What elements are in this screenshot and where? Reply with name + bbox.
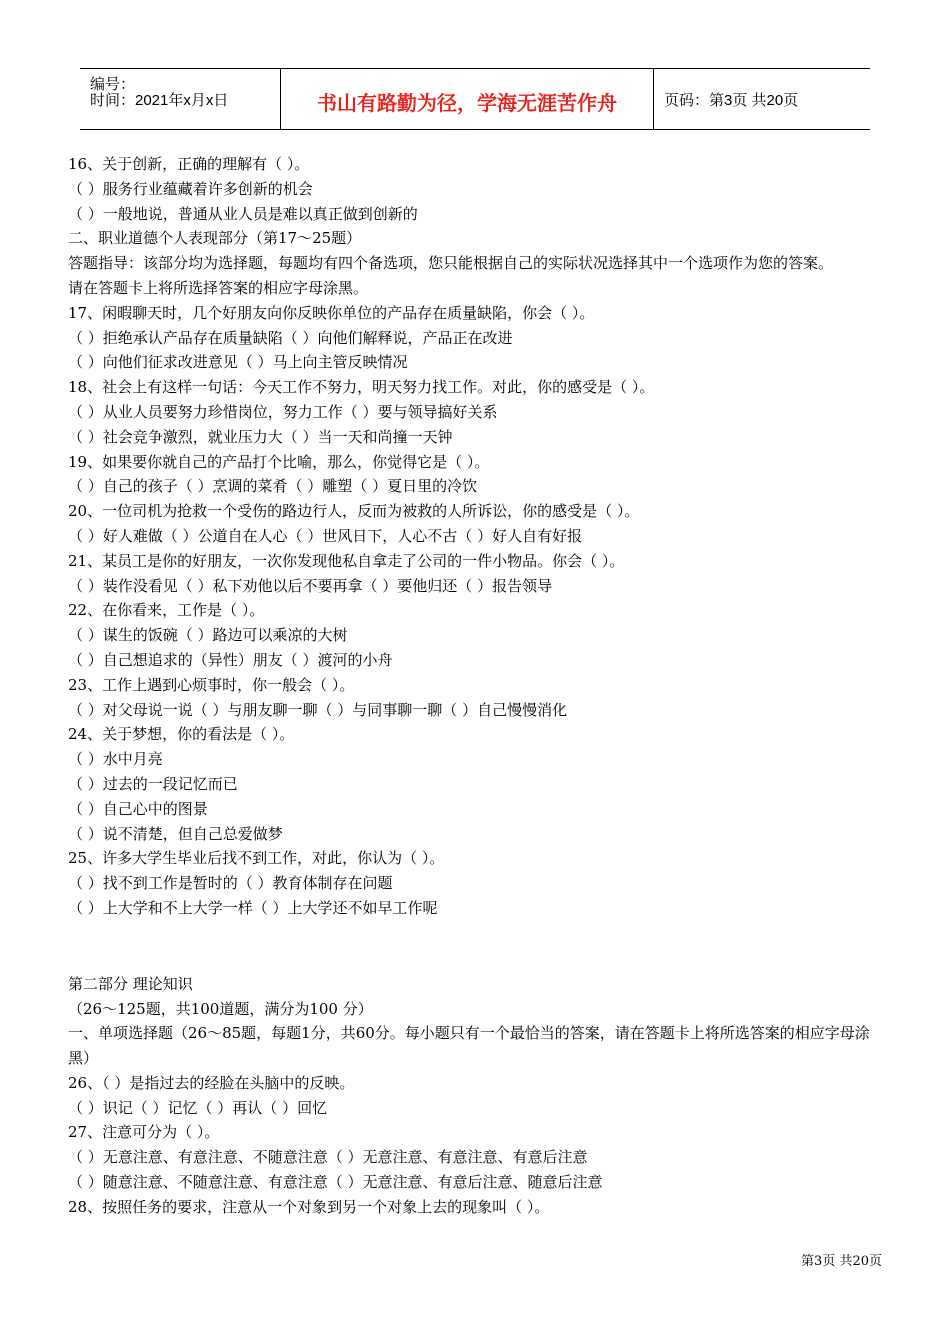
- header-meta: [80, 69, 281, 129]
- text-line: （ ）从业人员要努力珍惜岗位，努力工作（ ）要与领导搞好关系: [68, 402, 498, 421]
- page-header: [80, 68, 870, 130]
- text-line: 18、社会上有这样一句话：今天工作不努力，明天努力找工作。对此，你的感受是（ ）。: [68, 378, 655, 397]
- text-line: （ ）自己的孩子（ ）烹调的菜肴（ ）雕塑（ ）夏日里的冷饮: [68, 477, 478, 496]
- text-line: 第二部分 理论知识: [68, 974, 193, 993]
- questions-part-b: [68, 276, 888, 921]
- text-line: 二、职业道德个人表现部分（第17～25题）: [68, 229, 362, 248]
- questions-part-a: [68, 152, 888, 251]
- text-line: （ ）水中月亮: [68, 750, 163, 769]
- text-line: 26、（ ）是指过去的经脸在头脑中的反映。: [68, 1073, 355, 1092]
- text-line: 20、一位司机为抢救一个受伤的路边行人，反而为被救的人所诉讼，你的感受是（ ）。: [68, 502, 640, 521]
- document-body: [68, 152, 888, 1220]
- text-line: 16、关于创新，正确的理解有（ ）。: [68, 155, 310, 173]
- header-page-cell: [654, 69, 870, 129]
- text-line: （ ）说不清楚，但自己总爱做梦: [68, 824, 283, 843]
- text-line: 25、许多大学生毕业后找不到工作，对此，你认为（ ）。: [68, 849, 445, 868]
- header-page-number: 页码：第3页 共20页: [664, 92, 799, 109]
- page-footer: 第3页 共20页: [801, 1254, 882, 1269]
- text-line: （ ）过去的一段记忆而已: [68, 774, 238, 793]
- text-line: （ ）一般地说，普通从业人员是难以真正做到创新的: [68, 204, 418, 223]
- document-number-label: 编号：: [90, 76, 136, 93]
- answer-instructions: 答题指导：该部分均为选择题，每题均有四个备选项，您只能根据自己的实际状况选择其中一个选项作为您的答案。: [68, 254, 834, 273]
- text-line: （ ）对父母说一说（ ）与朋友聊一聊（ ）与同事聊一聊（ ）自己慢慢消化: [68, 700, 568, 719]
- text-line: 24、关于梦想，你的看法是（ ）。: [68, 725, 295, 744]
- text-line: 19、如果要你就自己的产品打个比喻，那么，你觉得它是（ ）。: [68, 452, 490, 471]
- text-line: （ ）无意注意、有意注意、不随意注意（ ）无意注意、有意注意、有意后注意: [68, 1148, 588, 1167]
- text-line: 请在答题卡上将所选择答案的相应字母涂黑。: [68, 278, 369, 297]
- text-line: （ ）自己心中的图景: [68, 799, 208, 818]
- section-two-heading: [68, 972, 888, 1022]
- text-line: 22、在你看来，工作是（ ）。: [68, 601, 265, 620]
- text-line: 27、注意可分为（ ）。: [68, 1123, 220, 1142]
- text-line: （26～125题，共100道题，满分为100 分）: [68, 999, 373, 1018]
- text-line: （ ）好人难做（ ）公道自在人心（ ）世风日下，人心不古（ ）好人自有好报: [68, 526, 583, 545]
- text-line: 17、闲暇聊天时，几个好朋友向你反映你单位的产品存在质量缺陷，你会（ ）。: [68, 303, 595, 322]
- text-line: （ ）向他们征求改进意见（ ）马上向主管反映情况: [68, 353, 408, 372]
- document-time-label: 时间：2021年x月x日: [90, 92, 229, 109]
- text-line: （ ）随意注意、不随意注意、有意注意（ ）无意注意、有意后注意、随意后注意: [68, 1173, 603, 1192]
- text-line: （ ）识记（ ）记忆（ ）再认（ ）回忆: [68, 1098, 328, 1117]
- text-line: （ ）找不到工作是暂时的（ ）教育体制存在问题: [68, 874, 393, 893]
- text-line: （ ）拒绝承认产品存在质量缺陷（ ）向他们解释说，产品正在改进: [68, 328, 513, 347]
- text-line: 23、工作上遇到心烦事时，你一般会（ ）。: [68, 675, 355, 694]
- section-gap: [68, 921, 888, 972]
- text-line: 28、按照任务的要求，注意从一个对象到另一个对象上去的现象叫（ ）。: [68, 1197, 550, 1216]
- text-line: （ ）上大学和不上大学一样（ ）上大学还不如早工作呢: [68, 898, 438, 917]
- text-line: （ ）装作没看见（ ）私下劝他以后不要再拿（ ）要他归还（ ）报告领导: [68, 576, 553, 595]
- text-line: 21、某员工是你的好朋友，一次你发现他私自拿走了公司的一件小物品。你会（ ）。: [68, 551, 625, 570]
- questions-part-d: [68, 1071, 888, 1220]
- text-line: （ ）谋生的饭碗（ ）路边可以乘凉的大树: [68, 626, 348, 645]
- header-motto-cell: [281, 69, 654, 129]
- text-line: （ ）服务行业蕴藏着许多创新的机会: [68, 179, 313, 198]
- text-line: （ ）社会竞争激烈，就业压力大（ ）当一天和尚撞一天钟: [68, 427, 453, 446]
- text-line: （ ）自己想追求的（异性）朋友（ ）渡河的小舟: [68, 650, 393, 669]
- header-motto: 书山有路勤为径，学海无涯苦作舟: [317, 91, 617, 115]
- single-choice-instructions: 一、单项选择题（26～85题，每题1分，共60分。每小题只有一个最恰当的答案，请在答题卡上将所选答案的相应字母涂黑）: [68, 1024, 870, 1068]
